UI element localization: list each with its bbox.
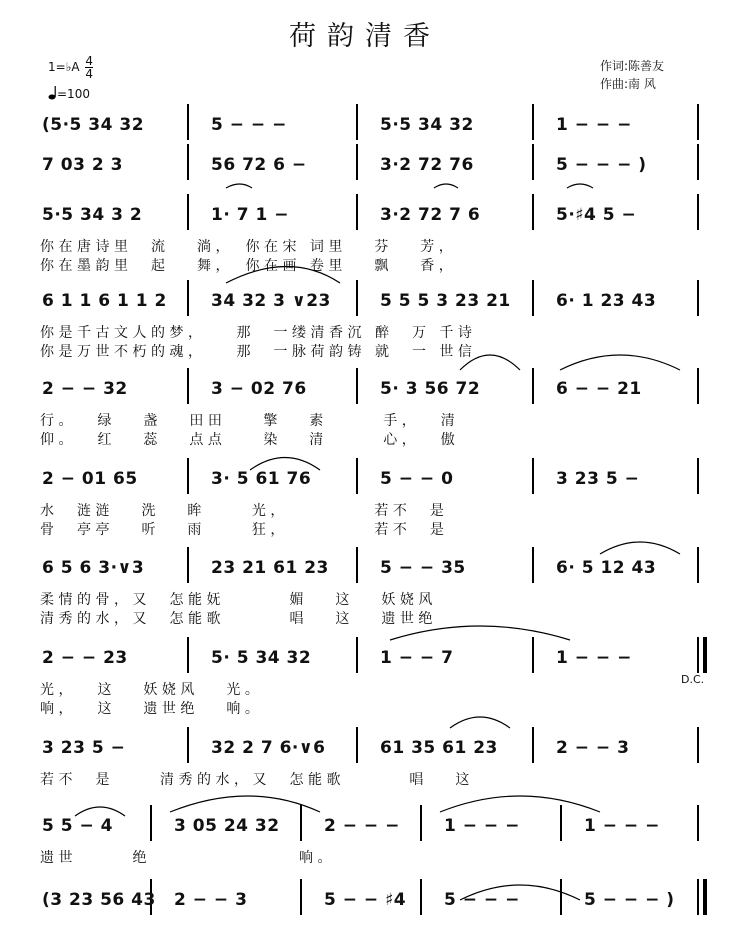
lyric-line: 骨 亭亭 听 雨 狂， 若不 是	[40, 522, 449, 538]
song-title: 荷韵清香	[289, 21, 441, 52]
notation-row	[0, 152, 730, 184]
measure: 3 23 5 −	[42, 738, 126, 758]
barline	[532, 458, 534, 494]
measure: 5 − − 0	[380, 469, 454, 489]
barline	[697, 368, 699, 404]
barline	[356, 458, 358, 494]
measure: 6 5 6 3·∨3	[42, 558, 145, 578]
measure: 5· 3 56 72	[380, 379, 481, 399]
lyric-line: 清秀的水，又 怎能歌 唱 这 遗世绝	[40, 611, 437, 627]
dc-mark: D.C.	[681, 673, 705, 686]
measure: 2 − − 3	[174, 890, 248, 910]
credits	[600, 57, 664, 93]
barline	[697, 458, 699, 494]
measure: 2 − − −	[324, 816, 400, 836]
notation-row	[0, 112, 730, 144]
barline	[187, 727, 189, 763]
measure: 5·♯4 5 −	[556, 205, 637, 225]
barline	[187, 458, 189, 494]
barline	[300, 879, 302, 915]
barline	[187, 280, 189, 316]
measure: 61 35 61 23	[380, 738, 498, 758]
measure: 2 − 01 65	[42, 469, 138, 489]
barline	[356, 194, 358, 230]
measure: 5 5 5 3 23 21	[380, 291, 511, 311]
measure: 3 23 5 −	[556, 469, 640, 489]
barline	[187, 194, 189, 230]
measure: 34 32 3 ∨23	[211, 291, 331, 311]
measure: 5·5 34 32	[380, 115, 474, 135]
barline	[150, 805, 152, 841]
measure: 7 03 2 3	[42, 155, 123, 175]
measure: 6 1 1 6 1 1 2	[42, 291, 167, 311]
barline	[532, 144, 534, 180]
meter-bottom: 4	[85, 67, 94, 81]
tempo-value: =100	[57, 87, 90, 101]
barline	[356, 144, 358, 180]
barline	[697, 727, 699, 763]
measure: 5· 5 34 32	[211, 648, 312, 668]
measure: 2 − − 3	[556, 738, 630, 758]
measure: 1 − − −	[584, 816, 660, 836]
barline	[697, 637, 699, 673]
lyric-line: 你在墨韵里 起 舞， 你在画 卷里 飘 香，	[40, 258, 458, 274]
measure: 5 5 − 4	[42, 816, 113, 836]
barline	[697, 547, 699, 583]
barline	[187, 637, 189, 673]
lyric-line: 行。 绿 盏 田田 擎 素 手， 清	[40, 413, 460, 429]
barline	[356, 368, 358, 404]
time-signature	[85, 55, 93, 80]
barline	[356, 104, 358, 140]
lyric-line: 柔情的骨，又 怎能妩 媚 这 妖娆风	[40, 592, 437, 608]
barline	[532, 194, 534, 230]
measure: 5 − − − )	[556, 155, 647, 175]
quarter-note-icon	[48, 86, 57, 100]
barline	[697, 194, 699, 230]
barline	[697, 104, 699, 140]
slur	[440, 796, 600, 812]
lyricist: 作词:陈善友	[600, 59, 665, 73]
meter-top: 4	[85, 54, 94, 68]
measure: (3 23 56 43	[42, 890, 156, 910]
tempo-mark	[48, 86, 90, 101]
barline	[187, 144, 189, 180]
barline	[532, 547, 534, 583]
key-prefix: 1=	[48, 60, 66, 74]
measure: 1 − − −	[556, 648, 632, 668]
barline	[356, 727, 358, 763]
composer: 作曲:南 风	[600, 77, 656, 91]
notation-row	[0, 288, 730, 320]
slur	[600, 542, 680, 554]
lyric-line: 你是千古文人的梦， 那 一缕清香沉 醉 万 千诗	[40, 325, 477, 341]
notation-row	[0, 202, 730, 234]
measure: 1 − − −	[556, 115, 632, 135]
measure: 23 21 61 23	[211, 558, 329, 578]
barline	[532, 727, 534, 763]
measure: 3· 5 61 76	[211, 469, 312, 489]
barline	[420, 879, 422, 915]
slur	[434, 184, 458, 188]
measure: 3 05 24 32	[174, 816, 280, 836]
measure: 2 − − 32	[42, 379, 128, 399]
notation-row	[0, 645, 730, 677]
barline	[532, 637, 534, 673]
measure: 6· 5 12 43	[556, 558, 657, 578]
barline	[187, 368, 189, 404]
barline	[697, 879, 699, 915]
notation-row	[0, 466, 730, 498]
barline	[532, 104, 534, 140]
key-signature	[48, 55, 93, 80]
slur	[226, 184, 252, 188]
lyric-line: 遗世 绝 响。	[40, 850, 336, 866]
notation-row	[0, 813, 730, 845]
measure: 3 − 02 76	[211, 379, 307, 399]
measure: 1 − − −	[444, 816, 520, 836]
barline	[356, 637, 358, 673]
lyric-line: 仰。 红 蕊 点点 染 清 心， 傲	[40, 432, 460, 448]
measure: (5·5 34 32	[42, 115, 145, 135]
barline	[420, 805, 422, 841]
notation-row	[0, 555, 730, 587]
barline	[356, 280, 358, 316]
notation-row	[0, 887, 730, 919]
barline	[532, 368, 534, 404]
slur	[567, 184, 593, 188]
measure: 1 − − 7	[380, 648, 454, 668]
final-barline	[703, 879, 707, 915]
measure: 2 − − 23	[42, 648, 128, 668]
measure: 5·5 34 3 2	[42, 205, 143, 225]
barline	[532, 280, 534, 316]
measure: 32 2 7 6·∨6	[211, 738, 326, 758]
notation-row	[0, 376, 730, 408]
barline	[697, 805, 699, 841]
lyric-line: 你在唐诗里 流 淌， 你在宋 词里 芬 芳，	[40, 239, 458, 255]
flat-sign: ♭	[65, 60, 72, 74]
measure: 1· 7 1 −	[211, 205, 289, 225]
measure: 3·2 72 76	[380, 155, 474, 175]
barline	[560, 805, 562, 841]
measure: 5 − − ♯4	[324, 890, 407, 910]
notation-row	[0, 735, 730, 767]
lyric-line: 你是万世不朽的魂， 那 一脉荷韵铸 就 一 世信	[40, 344, 477, 360]
measure: 5 − − −	[444, 890, 520, 910]
barline	[697, 280, 699, 316]
measure: 5 − − 35	[380, 558, 466, 578]
lyric-line: 响， 这 遗世绝 响。	[40, 701, 264, 717]
lyric-line: 若不 是 清秀的水，又 怎能歌 唱 这	[40, 772, 474, 788]
barline	[697, 144, 699, 180]
measure: 6 − − 21	[556, 379, 642, 399]
measure: 56 72 6 −	[211, 155, 307, 175]
key-letter: A	[71, 60, 80, 74]
measure: 6· 1 23 43	[556, 291, 657, 311]
lyric-line: 光， 这 妖娆风 光。	[40, 682, 264, 698]
barline	[356, 547, 358, 583]
slur	[170, 796, 320, 812]
barline	[187, 104, 189, 140]
barline	[300, 805, 302, 841]
final-barline	[703, 637, 707, 673]
measure: 3·2 72 7 6	[380, 205, 481, 225]
measure: 5 − − − )	[584, 890, 675, 910]
barline	[560, 879, 562, 915]
lyric-line: 水 涟涟 洗 眸 光， 若不 是	[40, 503, 449, 519]
barline	[187, 547, 189, 583]
measure: 5 − − −	[211, 115, 287, 135]
